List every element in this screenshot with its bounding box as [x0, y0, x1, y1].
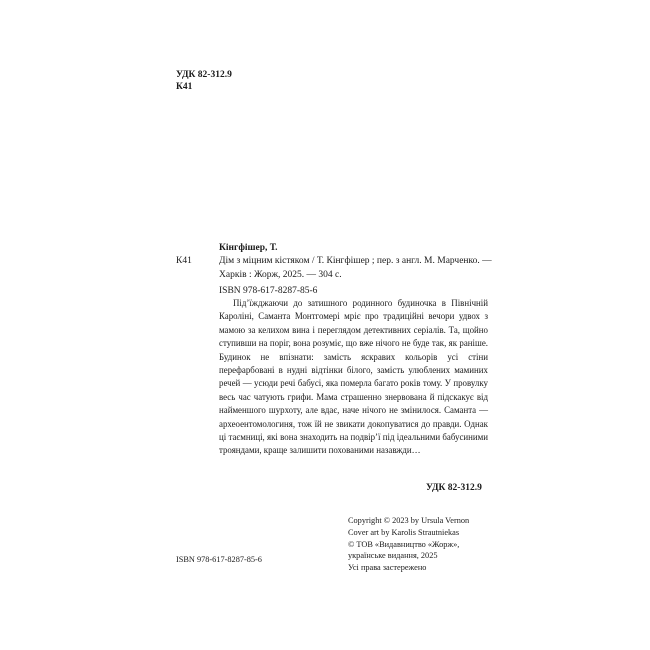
udk-footer-code: УДК 82-312.9 — [426, 483, 482, 493]
entry-title-line: Дім з міцним кістяком / Т. Кінгфішер ; пер. з англ. М. Марченко. — — [219, 256, 492, 267]
copyright-line: © ТОВ «Видавництво «Жорж», — [348, 539, 460, 549]
annotation-paragraph: Під’їжджаючи до затишного родинного будиночка в Північній Кароліні, Саманта Монтгомері мріє про традиційні вечори удвох з мамою за келихом вина і переглядом детективних серіалів. Та, щойно ступивши на поріг, вона розуміє, що вже нічого не буде так, як раніше. Будинок не впізнати: замість яскравих кольорів усі стіни перефарбовані в нудні відтінки білого, замість улюблених маминих речей — усюди речі бабусі, яка померла багато років тому. У провулку весь час чатують грифи. Мама страшенно знервована й підскакує від найменшого шурхоту, але вдає, наче нічого не змінилося. Саманта — археоентомологиня, тож їй не звикати докопуватися до правди. Однак ці таємниці, які вона знаходить на подвір’ї під ідеальними бабусиними трояндами, краще залишити похованими назавжди… — [219, 298, 488, 456]
author-mark: К41 — [176, 82, 193, 92]
footer-isbn: ISBN 978-617-8287-85-6 — [176, 555, 262, 564]
udk-header — [176, 69, 232, 93]
bibliographic-entry — [219, 242, 504, 299]
copyright-block — [348, 515, 469, 574]
copyright-line: Copyright © 2023 by Ursula Vernon — [348, 516, 470, 525]
copyright-line: українське видання, 2025 — [348, 551, 438, 561]
entry-isbn: ISBN 978-617-8287-85-6 — [219, 286, 318, 297]
copyright-line: Cover art by Karolis Strautniekas — [348, 527, 460, 537]
entry-publication-line: Харків : Жорж, 2025. — 304 с. — [219, 269, 342, 280]
entry-author-mark: К41 — [176, 256, 192, 266]
copyright-line: Усі права застережено — [348, 563, 427, 573]
udk-code: УДК 82-312.9 — [176, 70, 232, 80]
entry-author: Кінгфішер, Т. — [219, 243, 278, 253]
